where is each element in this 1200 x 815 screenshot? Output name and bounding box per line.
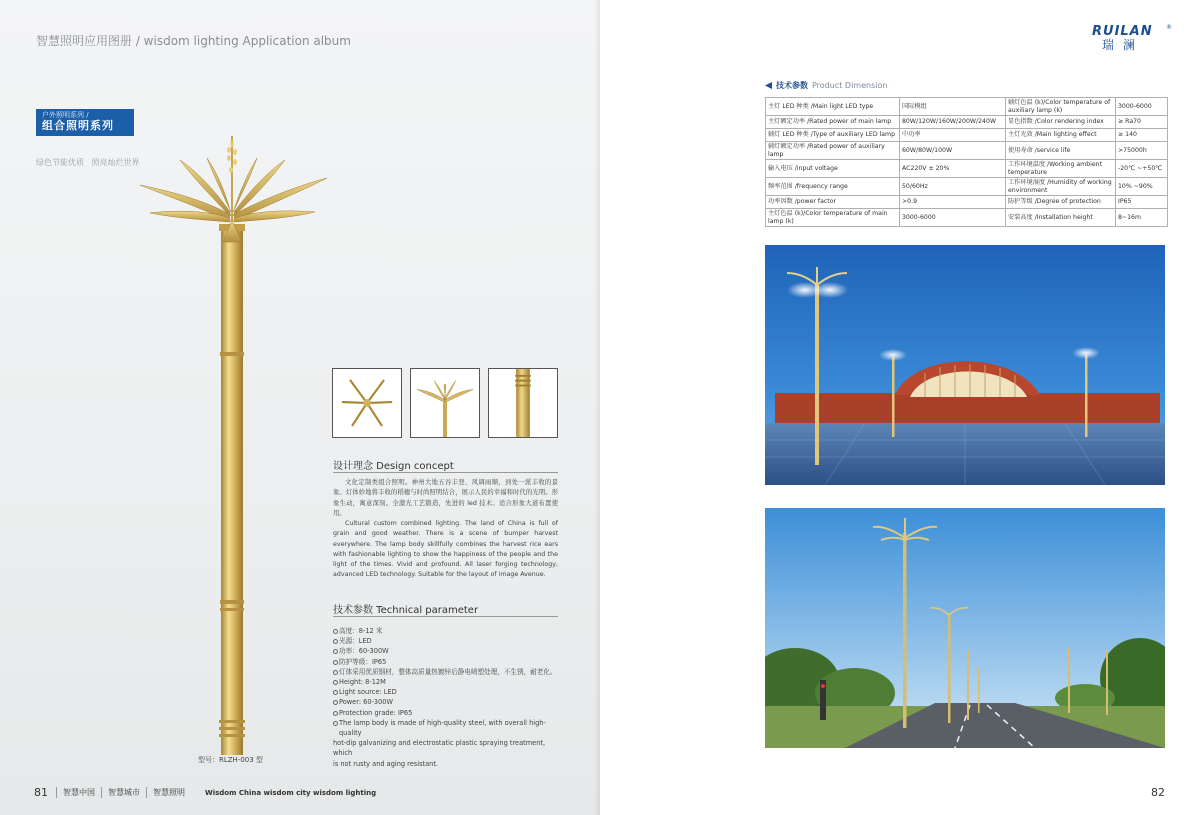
tech-divider <box>333 616 558 617</box>
page-number-right: 82 <box>1151 786 1165 799</box>
spec-cell: 辅灯额定功率 /Rated power of auxiliary lamp <box>766 142 900 160</box>
spec-cell: AC220V ± 20% <box>900 160 1006 178</box>
spec-cell: -20℃ ~+50℃ <box>1116 160 1168 178</box>
footer-section: 智慧照明 <box>146 787 191 798</box>
design-divider <box>333 472 558 473</box>
spec-row <box>766 116 1168 129</box>
tech-item-cn: 防护等级：IP65 <box>333 657 561 667</box>
tech-parameter-heading: 技术参数 Technical parameter <box>333 605 479 616</box>
model-label: 型号：RLZH-003 型 <box>198 756 263 764</box>
spec-cell: 使用寿命 /service life <box>1006 142 1116 160</box>
spec-cell: 主灯色温 (k)/Color temperature of main lamp (k) <box>766 209 900 227</box>
album-title: 智慧照明应用图册 / wisdom lighting Application album <box>36 34 351 48</box>
spec-cell: IP65 <box>1116 196 1168 209</box>
right-page <box>600 0 1200 815</box>
spec-cell: ≥ 140 <box>1116 129 1168 142</box>
product-dimension-title <box>765 80 887 91</box>
tech-item-en: Protection grade: IP65 <box>333 708 561 718</box>
thumbnail-top-view <box>332 368 402 438</box>
spec-cell: 50/60Hz <box>900 178 1006 196</box>
photo-square-night <box>765 245 1165 485</box>
spec-cell: 主灯额定功率 /Rated power of main lamp <box>766 116 900 129</box>
tech-item-cn: 灯体采用优质钢材，整体高质量热镀锌后静电喷塑处理，不生锈，耐老化。 <box>333 667 561 677</box>
left-footer <box>34 786 376 799</box>
spec-cell: 安装高度 /Installation height <box>1006 209 1116 227</box>
logo-english: RUILAN <box>1092 24 1153 39</box>
design-text-en: Cultural custom combined lighting. The land of China is full of grain and good weather. There is a scene of bumper harvest everywhere. The lamp body skillfully combines the harvest rice ears with fashionable lighting to show the happiness of the people and the light of the times. Vivid and profound. All laser forging technology, advanced LED technology. Suitable for the layout of image Avenue. <box>333 520 558 579</box>
spec-cell: 防护等级 /Degree of protection <box>1006 196 1116 209</box>
spec-cell: 80W/120W/160W/200W/240W <box>900 116 1006 129</box>
spec-cell: 主灯光效 /Main lighting effect <box>1006 129 1116 142</box>
spec-row <box>766 209 1168 227</box>
tech-item-en: Height: 8-12M <box>333 677 561 687</box>
tech-item-cn: 高度：8-12 米 <box>333 626 561 636</box>
tech-item-cn: 光源：LED <box>333 636 561 646</box>
product-dimension-cn: 技术参数 <box>776 81 808 90</box>
spec-cell: 频率范围 /frequency range <box>766 178 900 196</box>
spec-cell: 功率因数 /power factor <box>766 196 900 209</box>
tech-item-en-continued: is not rusty and aging resistant. <box>333 759 438 768</box>
arrow-icon <box>765 82 772 89</box>
slogan: 绿色节能优质 照亮灿烂世界 <box>36 158 140 167</box>
spec-row <box>766 178 1168 196</box>
series-badge <box>36 109 134 136</box>
footer-english: Wisdom China wisdom city wisdom lighting <box>205 788 377 797</box>
spec-row <box>766 98 1168 116</box>
spec-cell: >75000h <box>1116 142 1168 160</box>
spec-cell: 60W/80W/100W <box>900 142 1006 160</box>
registered-mark: ® <box>1166 24 1172 31</box>
spec-row <box>766 196 1168 209</box>
footer-section: 智慧中国 <box>56 787 101 798</box>
spec-cell: 中功率 <box>900 129 1006 142</box>
spec-cell: 3000-6000 <box>900 209 1006 227</box>
spec-table <box>765 97 1168 227</box>
spec-cell: 工作环境湿度 /Humidity of working environment <box>1006 178 1116 196</box>
tech-item-cn: 功率：60-300W <box>333 646 561 656</box>
series-name: 组合照明系列 <box>42 119 114 132</box>
series-subtitle: 户外照明系列 / <box>42 111 89 119</box>
design-concept-heading: 设计理念 Design concept <box>333 461 454 472</box>
spec-cell: 国际模组 <box>900 98 1006 116</box>
spec-cell: >0.9 <box>900 196 1006 209</box>
spec-cell: 辅灯色温 (k)/Color temperature of auxiliary lamp (k) <box>1006 98 1116 116</box>
design-text-cn: 文化定制类组合照明。神州大地五谷丰登、风调雨顺，到处一派丰收的景象。灯体妙地将丰收的稻穗与时尚照明结合，展示人民的幸福和时代的光明。形象生动，寓意深刻。全激光工艺锻造，先进的 led 技术。适合形象大道布置使用。 <box>333 479 558 517</box>
spec-cell: 输入电压 /input voltage <box>766 160 900 178</box>
spec-cell: ≥ Ra70 <box>1116 116 1168 129</box>
spec-cell: 10% ~90% <box>1116 178 1168 196</box>
spec-row <box>766 142 1168 160</box>
main-lamp-illustration <box>135 130 335 755</box>
spec-cell: 工作环境温度 /Working ambient temperature <box>1006 160 1116 178</box>
tech-parameter-list <box>333 626 561 769</box>
tech-item-en: Light source: LED <box>333 687 561 697</box>
spec-cell: 显色指数 /Color rendering index <box>1006 116 1116 129</box>
spec-cell: 辅灯 LED 种类 /Type of auxiliary LED lamp <box>766 129 900 142</box>
page-number-left: 81 <box>34 786 48 799</box>
spec-row <box>766 160 1168 178</box>
tech-item-en-continued: hot-dip galvanizing and electrostatic plastic spraying treatment, which <box>333 739 546 758</box>
brand-logo <box>1092 24 1172 58</box>
thumbnail-pole-detail <box>488 368 558 438</box>
spec-cell: 3000-6000 <box>1116 98 1168 116</box>
photo-road-day <box>765 508 1165 748</box>
tech-item-en: The lamp body is made of high-quality steel, with overall high-quality <box>333 718 561 738</box>
tech-item-en: Power: 60-300W <box>333 697 561 707</box>
product-dimension-en: Product Dimension <box>812 81 888 90</box>
spec-cell: 主灯 LED 种类 /Main light LED type <box>766 98 900 116</box>
spec-row <box>766 129 1168 142</box>
thumbnail-side-view <box>410 368 480 438</box>
footer-section: 智慧城市 <box>101 787 146 798</box>
spec-cell: 8~16m <box>1116 209 1168 227</box>
logo-chinese: 瑞澜 <box>1102 38 1145 52</box>
